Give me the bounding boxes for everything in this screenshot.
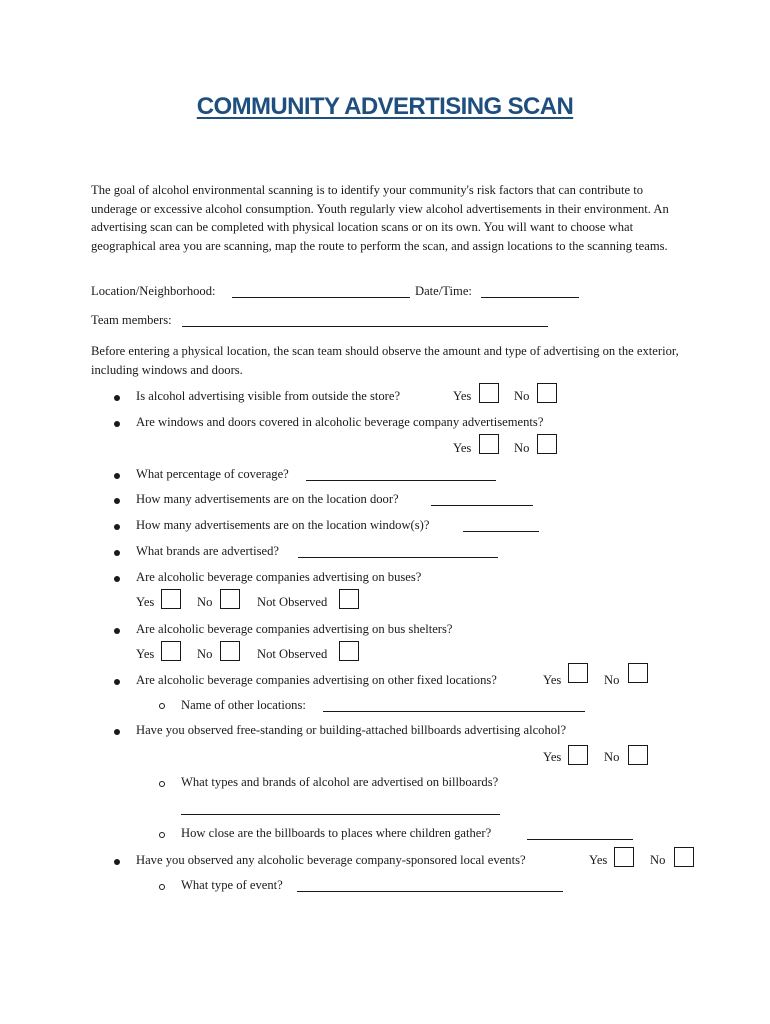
- bullet: [114, 679, 120, 685]
- sub-bullet: [159, 884, 165, 890]
- sub-bullet: [159, 832, 165, 838]
- question-buses: Are alcoholic beverage companies advertising on buses?: [136, 570, 422, 584]
- question-window-ads: How many advertisements are on the location window(s)?: [136, 518, 430, 532]
- location-field[interactable]: [232, 285, 410, 298]
- billboard-brands-field[interactable]: [181, 802, 500, 815]
- q8-yes-label: Yes: [136, 647, 155, 661]
- question-event-type: What type of event?: [181, 878, 283, 892]
- q8-yes-checkbox[interactable]: [161, 641, 181, 661]
- question-windows-covered: Are windows and doors covered in alcoholic beverage company advertisements?: [136, 415, 544, 429]
- q10-yes-checkbox[interactable]: [568, 745, 588, 765]
- q1-yes-checkbox[interactable]: [479, 383, 499, 403]
- q9-yes-label: Yes: [543, 673, 562, 687]
- q8-not-observed-checkbox[interactable]: [339, 641, 359, 661]
- intro-paragraph: The goal of alcohol environmental scanning is to identify your community's risk factors that can contribute to underage or excessive alcohol consumption. Youth regularly view alcohol advertisements in their environment. An advertising scan can be completed with physical location scans or on its own. You will want to choose what geographical area you are scanning, map the route to perform the scan, and assign locations to the scanning teams.: [91, 183, 669, 253]
- window-ads-field[interactable]: [463, 519, 539, 532]
- question-billboard-brands: What types and brands of alcohol are advertised on billboards?: [181, 775, 499, 789]
- datetime-label: Date/Time:: [415, 284, 472, 298]
- q7-not-observed-checkbox[interactable]: [339, 589, 359, 609]
- q11-yes-checkbox[interactable]: [614, 847, 634, 867]
- question-door-ads: How many advertisements are on the location door?: [136, 492, 399, 506]
- datetime-field[interactable]: [481, 285, 579, 298]
- bullet: [114, 421, 120, 427]
- billboard-proximity-field[interactable]: [527, 827, 633, 840]
- bullet: [114, 524, 120, 530]
- team-members-field[interactable]: [182, 314, 548, 327]
- q7-not-observed-label: Not Observed: [257, 595, 328, 609]
- q10-yes-label: Yes: [543, 750, 562, 764]
- bullet: [114, 628, 120, 634]
- q7-no-label: No: [197, 595, 213, 609]
- event-type-field[interactable]: [297, 879, 563, 892]
- question-percentage-coverage: What percentage of coverage?: [136, 467, 289, 481]
- q8-no-label: No: [197, 647, 213, 661]
- bullet: [114, 550, 120, 556]
- question-visible-outside: Is alcohol advertising visible from outside the store?: [136, 389, 401, 403]
- bullet: [114, 576, 120, 582]
- question-brands-advertised: What brands are advertised?: [136, 544, 280, 558]
- question-other-locations-name: Name of other locations:: [181, 698, 306, 712]
- location-label: Location/Neighborhood:: [91, 284, 216, 298]
- question-billboards: Have you observed free-standing or building-attached billboards advertising alcohol?: [136, 723, 567, 737]
- percentage-coverage-field[interactable]: [306, 468, 496, 481]
- q10-no-checkbox[interactable]: [628, 745, 648, 765]
- page-title: COMMUNITY ADVERTISING SCAN: [196, 93, 574, 120]
- q11-no-label: No: [650, 853, 666, 867]
- other-locations-field[interactable]: [323, 699, 585, 712]
- sub-bullet: [159, 781, 165, 787]
- q11-no-checkbox[interactable]: [674, 847, 694, 867]
- bullet: [114, 473, 120, 479]
- q10-no-label: No: [604, 750, 620, 764]
- q2-no-label: No: [514, 441, 530, 455]
- question-sponsored-events: Have you observed any alcoholic beverage company-sponsored local events?: [136, 853, 526, 867]
- brands-advertised-field[interactable]: [298, 545, 498, 558]
- sub-bullet: [159, 703, 165, 709]
- q1-no-checkbox[interactable]: [537, 383, 557, 403]
- bullet: [114, 859, 120, 865]
- q1-no-label: No: [514, 389, 530, 403]
- door-ads-field[interactable]: [431, 493, 533, 506]
- q11-yes-label: Yes: [589, 853, 608, 867]
- before-entering-paragraph: Before entering a physical location, the scan team should observe the amount and type of advertising on the exterior, including windows and doors.: [91, 344, 679, 377]
- q7-yes-label: Yes: [136, 595, 155, 609]
- q9-yes-checkbox[interactable]: [568, 663, 588, 683]
- question-fixed-locations: Are alcoholic beverage companies advertising on other fixed locations?: [136, 673, 497, 687]
- bullet: [114, 498, 120, 504]
- q8-no-checkbox[interactable]: [220, 641, 240, 661]
- question-bus-shelters: Are alcoholic beverage companies advertising on bus shelters?: [136, 622, 453, 636]
- bullet: [114, 395, 120, 401]
- q8-not-observed-label: Not Observed: [257, 647, 328, 661]
- q7-yes-checkbox[interactable]: [161, 589, 181, 609]
- q9-no-checkbox[interactable]: [628, 663, 648, 683]
- q2-yes-label: Yes: [453, 441, 472, 455]
- q1-yes-label: Yes: [453, 389, 472, 403]
- question-billboard-proximity: How close are the billboards to places where children gather?: [181, 826, 492, 840]
- team-members-label: Team members:: [91, 313, 172, 327]
- q2-yes-checkbox[interactable]: [479, 434, 499, 454]
- q7-no-checkbox[interactable]: [220, 589, 240, 609]
- bullet: [114, 729, 120, 735]
- q9-no-label: No: [604, 673, 620, 687]
- q2-no-checkbox[interactable]: [537, 434, 557, 454]
